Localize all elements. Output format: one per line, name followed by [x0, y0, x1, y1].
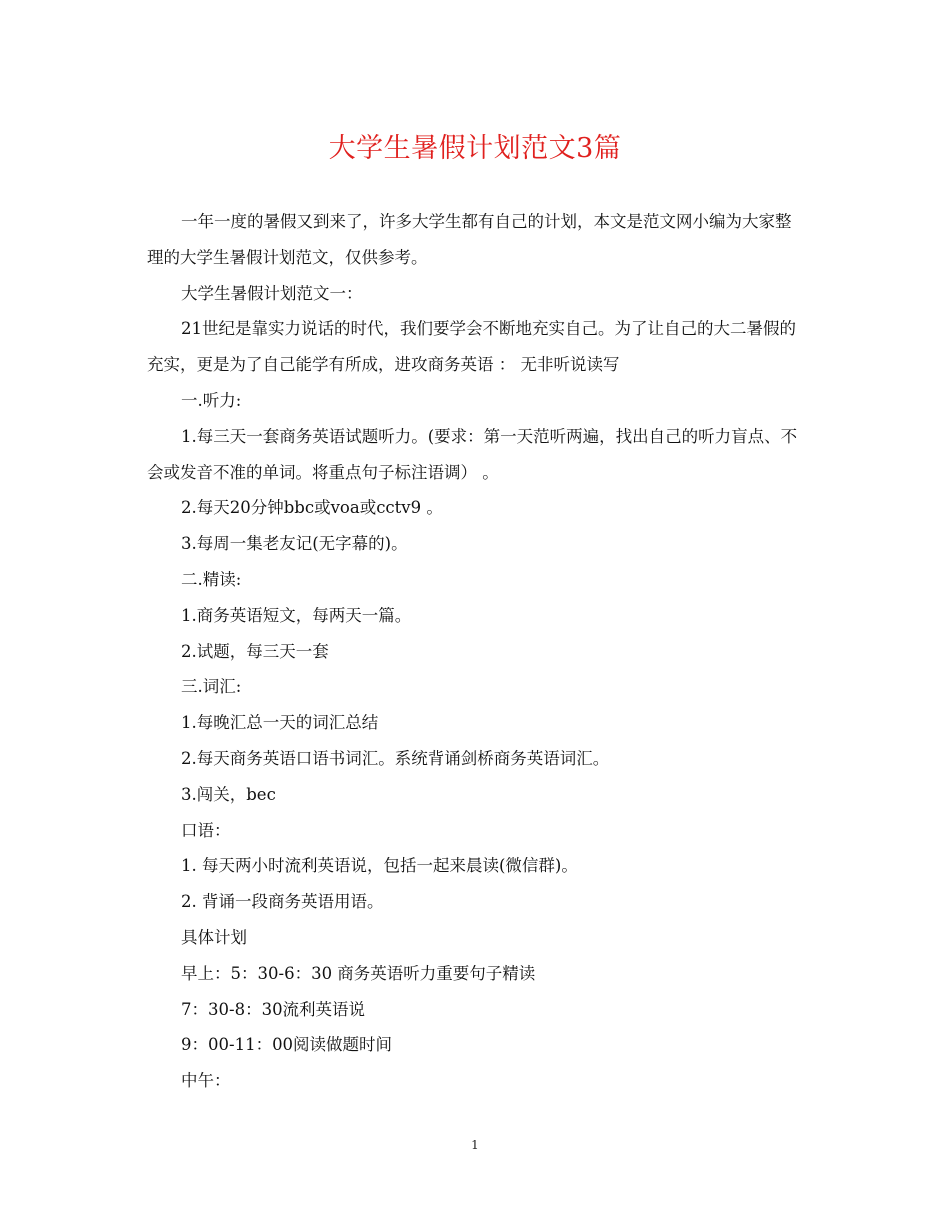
- list-item-listening-1: 1.每三天一套商务英语试题听力。(要求：第一天范听两遍，找出自己的听力盲点、不会或发音不准的单词。将重点句子标注语调） 。: [147, 426, 798, 482]
- list-item-listening-2: 2.每天20分钟bbc或voa或cctv9 。: [181, 498, 443, 518]
- section-heading-schedule: 具体计划: [181, 927, 247, 947]
- section-heading-vocabulary: 三.词汇:: [181, 677, 242, 697]
- schedule-item-morning-2: 7：30-8：30流利英语说: [181, 999, 366, 1019]
- paragraph-heading-example-1: 大学生暑假计划范文一：: [181, 283, 363, 303]
- section-heading-speaking: 口语：: [181, 820, 231, 840]
- paragraph-intro: 一年一度的暑假又到来了，许多大学生都有自己的计划，本文是范文网小编为大家整理的大学生暑假计划范文，仅供参考。: [147, 212, 792, 267]
- list-item-reading-1: 1.商务英语短文，每两天一篇。: [181, 605, 412, 625]
- list-item-speaking-2: 2. 背诵一段商务英语用语。: [181, 892, 384, 912]
- schedule-heading-noon: 中午：: [181, 1071, 231, 1091]
- schedule-item-morning-3: 9：00-11：00阅读做题时间: [181, 1035, 393, 1055]
- section-heading-reading: 二.精读:: [181, 569, 242, 589]
- paragraph-goal: 21世纪是靠实力说话的时代，我们要学会不断地充实自己。为了让自己的大二暑假的充实，更是为了自己能学有所成，进攻商务英语 ： 无非听说读写: [147, 319, 796, 375]
- page-number: 1: [471, 1138, 479, 1152]
- section-heading-listening: 一.听力:: [181, 390, 242, 410]
- list-item-vocabulary-3: 3.闯关，bec: [181, 784, 276, 804]
- list-item-listening-3: 3.每周一集老友记(无字幕的)。: [181, 534, 408, 554]
- list-item-vocabulary-2: 2.每天商务英语口语书词汇。系统背诵剑桥商务英语词汇。: [181, 748, 610, 768]
- list-item-speaking-1: 1. 每天两小时流利英语说，包括一起来晨读(微信群)。: [181, 856, 578, 876]
- document-body: [147, 204, 807, 1099]
- list-item-reading-2: 2.试题，每三天一套: [181, 641, 329, 661]
- document-title: 大学生暑假计划范文3篇: [328, 133, 622, 164]
- schedule-item-morning-1: 早上：5：30-6：30 商务英语听力重要句子精读: [181, 963, 536, 983]
- list-item-vocabulary-1: 1.每晚汇总一天的词汇总结: [181, 713, 379, 733]
